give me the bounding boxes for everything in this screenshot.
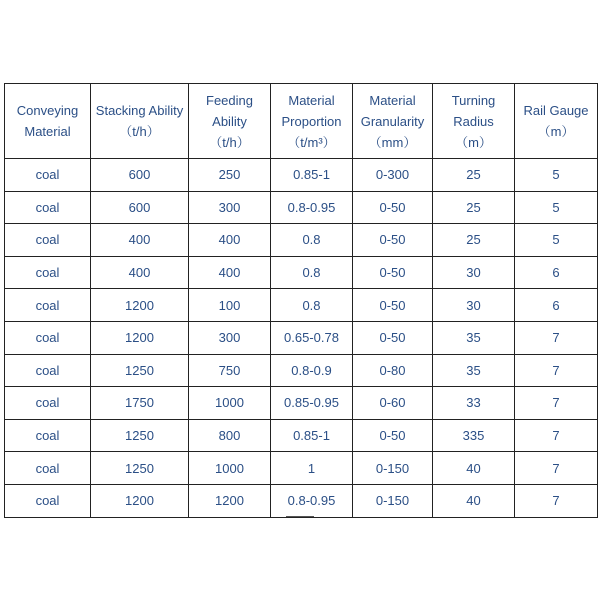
cell-stacking-ability: 400 xyxy=(91,256,189,289)
cell-material-granularity: 0-60 xyxy=(353,387,433,420)
cell-feeding-ability: 300 xyxy=(189,321,271,354)
cell-material-proportion: 0.85-1 xyxy=(271,159,353,192)
cell-material-granularity: 0-50 xyxy=(353,256,433,289)
bottom-divider xyxy=(286,516,314,517)
cell-conveying-material: coal xyxy=(5,354,91,387)
cell-rail-gauge: 5 xyxy=(515,191,598,224)
cell-stacking-ability: 400 xyxy=(91,224,189,257)
cell-stacking-ability: 600 xyxy=(91,191,189,224)
cell-conveying-material: coal xyxy=(5,191,91,224)
cell-rail-gauge: 5 xyxy=(515,159,598,192)
cell-rail-gauge: 6 xyxy=(515,289,598,322)
cell-material-proportion: 0.8 xyxy=(271,256,353,289)
table-body xyxy=(5,159,598,518)
cell-stacking-ability: 1750 xyxy=(91,387,189,420)
cell-conveying-material: coal xyxy=(5,321,91,354)
cell-material-granularity: 0-300 xyxy=(353,159,433,192)
header-line: Conveying xyxy=(16,103,79,118)
cell-rail-gauge: 7 xyxy=(515,452,598,485)
header-line: Radius xyxy=(453,113,494,129)
table-row xyxy=(5,289,598,322)
header-material-granularity xyxy=(353,84,433,159)
cell-turning-radius: 40 xyxy=(433,452,515,485)
cell-turning-radius: 335 xyxy=(433,419,515,452)
cell-rail-gauge: 6 xyxy=(515,256,598,289)
cell-material-granularity: 0-50 xyxy=(353,191,433,224)
cell-feeding-ability: 750 xyxy=(189,354,271,387)
cell-stacking-ability: 1250 xyxy=(91,452,189,485)
cell-material-granularity: 0-50 xyxy=(353,419,433,452)
cell-rail-gauge: 7 xyxy=(515,321,598,354)
cell-conveying-material: coal xyxy=(5,256,91,289)
cell-stacking-ability: 1200 xyxy=(91,289,189,322)
header-line: （t/h） xyxy=(209,134,250,150)
cell-material-granularity: 0-50 xyxy=(353,321,433,354)
cell-rail-gauge: 5 xyxy=(515,224,598,257)
cell-stacking-ability: 600 xyxy=(91,159,189,192)
cell-material-granularity: 0-50 xyxy=(353,224,433,257)
cell-conveying-material: coal xyxy=(5,419,91,452)
header-line: （t/m³） xyxy=(287,134,336,150)
stacker-spec-table xyxy=(4,83,598,518)
header-rail-gauge xyxy=(515,84,598,159)
cell-turning-radius: 25 xyxy=(433,159,515,192)
table-row xyxy=(5,224,598,257)
header-stacking-ability xyxy=(91,84,189,159)
header-line: Turning xyxy=(451,92,496,108)
table-row xyxy=(5,354,598,387)
header-material-proportion xyxy=(271,84,353,159)
cell-turning-radius: 35 xyxy=(433,321,515,354)
cell-feeding-ability: 1200 xyxy=(189,484,271,517)
cell-turning-radius: 33 xyxy=(433,387,515,420)
header-line: （mm） xyxy=(368,134,417,150)
cell-material-proportion: 0.85-1 xyxy=(271,419,353,452)
cell-rail-gauge: 7 xyxy=(515,387,598,420)
cell-rail-gauge: 7 xyxy=(515,354,598,387)
header-line: （m） xyxy=(537,124,575,139)
header-turning-radius xyxy=(433,84,515,159)
cell-turning-radius: 30 xyxy=(433,256,515,289)
header-line: Feeding xyxy=(206,92,253,108)
header-line: Rail Gauge xyxy=(523,103,589,118)
cell-conveying-material: coal xyxy=(5,484,91,517)
table-row xyxy=(5,321,598,354)
cell-material-granularity: 0-150 xyxy=(353,484,433,517)
cell-stacking-ability: 1250 xyxy=(91,354,189,387)
cell-feeding-ability: 1000 xyxy=(189,452,271,485)
table-row xyxy=(5,484,598,517)
cell-material-proportion: 0.8-0.95 xyxy=(271,191,353,224)
cell-material-proportion: 0.8 xyxy=(271,289,353,322)
cell-feeding-ability: 300 xyxy=(189,191,271,224)
header-line: Material xyxy=(369,92,416,108)
header-line: （m） xyxy=(455,134,492,150)
cell-turning-radius: 30 xyxy=(433,289,515,322)
cell-stacking-ability: 1200 xyxy=(91,321,189,354)
cell-material-proportion: 0.85-0.95 xyxy=(271,387,353,420)
cell-turning-radius: 25 xyxy=(433,191,515,224)
cell-material-granularity: 0-50 xyxy=(353,289,433,322)
cell-turning-radius: 25 xyxy=(433,224,515,257)
cell-feeding-ability: 400 xyxy=(189,256,271,289)
cell-conveying-material: coal xyxy=(5,159,91,192)
header-feeding-ability xyxy=(189,84,271,159)
table-header xyxy=(5,84,598,159)
table-row xyxy=(5,419,598,452)
table-row xyxy=(5,387,598,420)
cell-material-granularity: 0-150 xyxy=(353,452,433,485)
header-conveying-material xyxy=(5,84,91,159)
cell-material-proportion: 0.8 xyxy=(271,224,353,257)
cell-feeding-ability: 800 xyxy=(189,419,271,452)
cell-stacking-ability: 1250 xyxy=(91,419,189,452)
cell-conveying-material: coal xyxy=(5,387,91,420)
header-line: Material xyxy=(24,124,71,139)
header-line: Material xyxy=(288,92,335,108)
cell-stacking-ability: 1200 xyxy=(91,484,189,517)
header-line: （t/h） xyxy=(119,124,160,139)
cell-material-proportion: 0.8-0.9 xyxy=(271,354,353,387)
header-line: Proportion xyxy=(281,113,342,129)
header-line: Stacking Ability xyxy=(95,103,184,118)
table-row xyxy=(5,452,598,485)
cell-material-proportion: 1 xyxy=(271,452,353,485)
cell-feeding-ability: 400 xyxy=(189,224,271,257)
cell-conveying-material: coal xyxy=(5,289,91,322)
table-row xyxy=(5,191,598,224)
cell-feeding-ability: 250 xyxy=(189,159,271,192)
cell-feeding-ability: 100 xyxy=(189,289,271,322)
table-row xyxy=(5,256,598,289)
header-line: Ability xyxy=(212,113,247,129)
cell-turning-radius: 40 xyxy=(433,484,515,517)
cell-conveying-material: coal xyxy=(5,452,91,485)
cell-material-granularity: 0-80 xyxy=(353,354,433,387)
header-line: Granularity xyxy=(360,113,425,129)
cell-rail-gauge: 7 xyxy=(515,484,598,517)
cell-feeding-ability: 1000 xyxy=(189,387,271,420)
cell-rail-gauge: 7 xyxy=(515,419,598,452)
cell-conveying-material: coal xyxy=(5,224,91,257)
cell-material-proportion: 0.65-0.78 xyxy=(271,321,353,354)
header-row xyxy=(5,84,598,159)
cell-turning-radius: 35 xyxy=(433,354,515,387)
table-row xyxy=(5,159,598,192)
cell-material-proportion: 0.8-0.95 xyxy=(271,484,353,517)
